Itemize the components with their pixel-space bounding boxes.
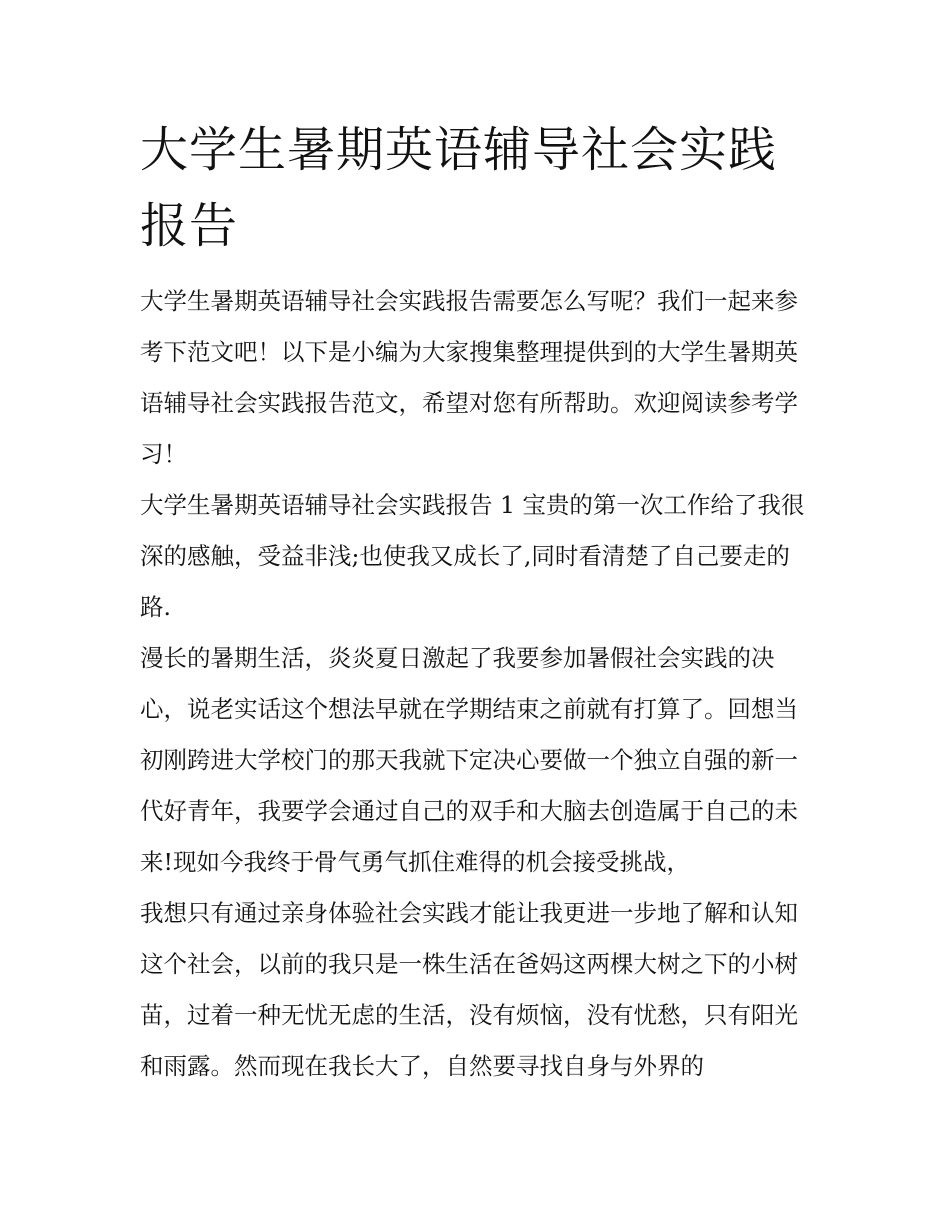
paragraph-social-practice: 我想只有通过亲身体验社会实践才能让我更进一步地了解和认知这个社会，以前的我只是一株生活在爸妈这两棵大树之下的小树苗，过着一种无忧无虑的生活，没有烦恼，没有忧愁，只有阳光和雨露。然而现在我长大了，自然要寻找自身与外界的 bbox=[140, 899, 798, 1080]
document-body bbox=[140, 276, 812, 1092]
paragraph-intro: 大学生暑期英语辅导社会实践报告需要怎么写呢？我们一起来参考下范文吧！以下是小编为大家搜集整理提供到的大学生暑期英语辅导社会实践报告范文，希望对您有所帮助。欢迎阅读参考学习！ bbox=[140, 287, 798, 468]
paragraph-report-1: 大学生暑期英语辅导社会实践报告 1 宝贵的第一次工作给了我很深的感触，受益非浅;也使我又成长了,同时看清楚了自己要走的路. bbox=[140, 491, 805, 621]
document-title: 大学生暑期英语辅导社会实践报告 bbox=[140, 122, 778, 254]
paragraph-summer-life: 漫长的暑期生活，炎炎夏日激起了我要参加暑假社会实践的决心，说老实话这个想法早就在学期结束之前就有打算了。回想当初刚跨进大学校门的那天我就下定决心要做一个独立自强的新一代好青年，我要学会通过自己的双手和大脑去创造属于自己的未来!现如今我终于骨气勇气抓住难得的机会接受挑战， bbox=[140, 644, 798, 876]
